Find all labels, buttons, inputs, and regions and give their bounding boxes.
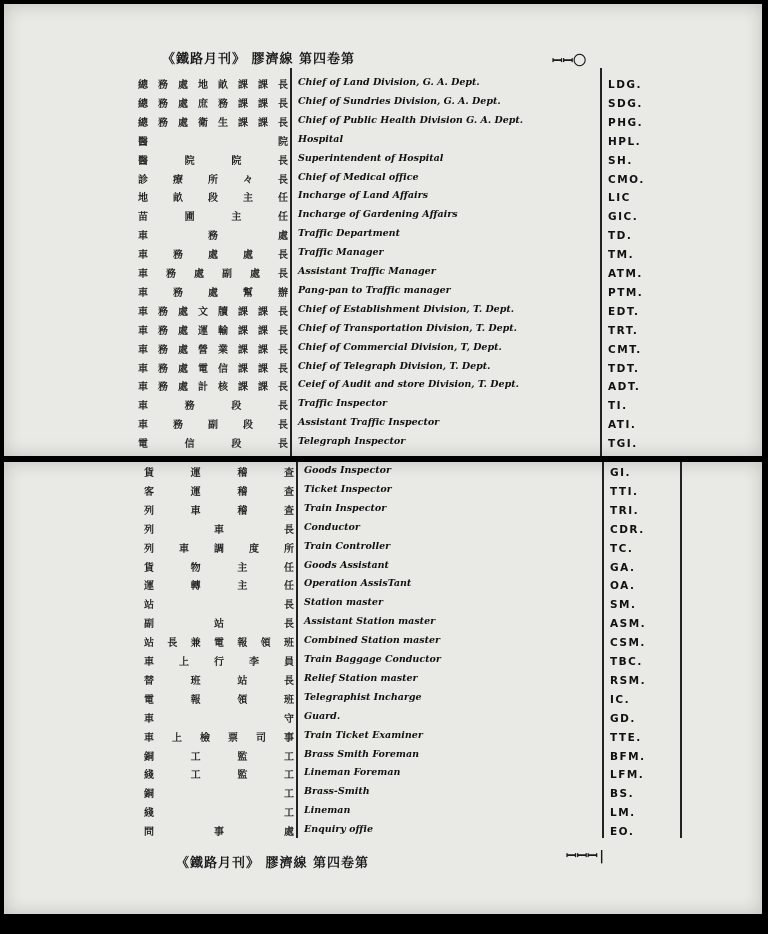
chinese-title: 車務處幫辦 — [138, 287, 288, 299]
table-row — [138, 301, 738, 320]
table-row — [138, 150, 738, 169]
chinese-title: 車務處營業課課長 — [138, 344, 288, 356]
top-page — [4, 4, 762, 456]
english-title: Chief of Medical office — [298, 171, 419, 183]
chinese-title: 列車調度所 — [144, 543, 294, 555]
english-title: Chief of Public Health Division G. A. Dept. — [298, 114, 524, 126]
chinese-title: 列車長 — [144, 524, 294, 536]
abbreviation: TDT. — [608, 362, 640, 375]
english-title: Train Ticket Examiner — [304, 729, 423, 741]
chinese-title: 副站長 — [144, 619, 294, 631]
abbreviation: RSM. — [610, 674, 647, 687]
english-title: Ceief of Audit and store Division, T. Dept. — [298, 379, 519, 391]
table-row — [138, 376, 738, 395]
chinese-title: 綫工 — [144, 808, 294, 820]
english-title: Chief of Establishment Division, T. Dept. — [298, 303, 515, 315]
english-title: Chief of Telegraph Division, T. Dept. — [298, 360, 491, 372]
english-title: Assistant Traffic Inspector — [298, 417, 440, 429]
abbreviation: ADT. — [608, 381, 641, 394]
english-title: Goods Assistant — [304, 559, 389, 571]
english-title: Assistant Station master — [304, 616, 436, 628]
abbreviation: BS. — [610, 788, 635, 801]
english-title: Train Controller — [304, 540, 391, 552]
chinese-title: 列車稽查 — [144, 505, 294, 517]
table-row — [138, 93, 738, 112]
table-row — [138, 169, 738, 188]
table-row — [144, 575, 744, 594]
abbreviation: CMO. — [608, 173, 645, 186]
english-title: Telegraph Inspector — [298, 436, 406, 448]
english-title: Chief of Commercial Division, T, Dept. — [298, 341, 502, 353]
chinese-title: 總務處庶務課課長 — [138, 98, 288, 110]
english-title: Ticket Inspector — [304, 483, 392, 495]
chinese-title: 車上行李員 — [144, 657, 294, 668]
english-title: Relief Station master — [304, 672, 418, 684]
table-row — [138, 339, 738, 358]
abbreviation: TRI. — [610, 504, 640, 517]
english-title: Incharge of Land Affairs — [298, 190, 428, 202]
english-title: Traffic Department — [298, 228, 400, 240]
abbreviation: TTE. — [610, 731, 642, 744]
table-row — [138, 263, 738, 282]
english-title: Train Baggage Conductor — [304, 654, 441, 665]
chinese-title: 電報領班 — [144, 694, 294, 706]
table-row — [138, 225, 738, 244]
abbreviation: BFM. — [610, 750, 646, 763]
table-row — [144, 594, 744, 613]
abbreviation: TC. — [610, 542, 634, 555]
abbreviation: LM. — [610, 807, 636, 820]
english-title: Lineman Foreman — [304, 767, 401, 779]
chinese-title: 車務處副處長 — [138, 269, 288, 280]
bottom-page — [4, 462, 762, 914]
table-row — [138, 395, 738, 414]
table-row — [144, 519, 744, 538]
chinese-title: 車務副段長 — [138, 420, 288, 432]
abbreviation: GI. — [610, 467, 632, 479]
table-row — [144, 708, 744, 727]
page-number: ꟷꟷ〇 — [552, 54, 587, 69]
chinese-title: 問事處 — [144, 827, 294, 839]
english-title: Station master — [304, 597, 383, 609]
english-title: Guard. — [304, 710, 341, 722]
chinese-title: 車守 — [144, 713, 294, 725]
chinese-title: 車務處電信課課長 — [138, 363, 288, 375]
english-title: Conductor — [304, 521, 360, 533]
abbreviation: IC. — [610, 693, 631, 706]
chinese-title: 替班站長 — [144, 675, 294, 687]
chinese-title: 站長兼電報領班 — [144, 638, 294, 650]
chinese-title: 車務處 — [138, 231, 288, 243]
abbreviation: ATI. — [608, 419, 637, 432]
english-title: Goods Inspector — [304, 465, 391, 476]
english-title: Hospital — [298, 133, 344, 145]
abbreviation: TD. — [608, 230, 633, 243]
abbreviation: PHG. — [608, 116, 644, 129]
table-row — [144, 783, 744, 802]
abbreviation: GIC. — [608, 211, 639, 224]
english-title: Combined Station master — [304, 635, 441, 647]
chinese-title: 車務處運輸課課長 — [138, 325, 288, 337]
abbreviation: EO. — [610, 826, 635, 839]
chinese-title: 站長 — [144, 600, 294, 612]
abbreviation: SH. — [608, 154, 633, 167]
chinese-title: 綫工監工 — [144, 770, 294, 782]
table-row — [144, 500, 744, 519]
abbreviation: HPL. — [608, 135, 642, 148]
english-title: Superintendent of Hospital — [298, 152, 444, 164]
page-number: ꟷꟷꟷ| — [566, 849, 606, 864]
english-title: Brass Smith Foreman — [304, 748, 420, 760]
abbreviation: TBC. — [610, 656, 643, 668]
english-title: Traffic Inspector — [298, 398, 387, 410]
english-title: Train Inspector — [304, 502, 387, 514]
table-row — [138, 358, 738, 377]
chinese-title: 銅工監工 — [144, 751, 294, 763]
table-row — [144, 689, 744, 708]
chinese-title: 總務處地畝課課長 — [138, 80, 288, 91]
abbreviation: GA. — [610, 561, 636, 574]
english-title: Operation AssisTant — [304, 578, 412, 590]
english-title: Lineman — [304, 805, 351, 817]
english-title: Assistant Traffic Manager — [298, 266, 436, 277]
abbreviation: TTI. — [610, 485, 639, 498]
chinese-title: 車務處處長 — [138, 250, 288, 262]
chinese-title: 車上檢票司事 — [144, 732, 294, 744]
chinese-title: 地畝段主任 — [138, 193, 288, 205]
table-row — [138, 244, 738, 263]
abbreviation: LIC — [608, 192, 631, 205]
chinese-title: 貨物主任 — [144, 562, 294, 574]
table-row — [138, 131, 738, 150]
page-header: 《鐵路月刊》 膠濟線 第四卷第 — [176, 856, 370, 871]
english-title: Enquiry offie — [304, 824, 373, 836]
abbreviation: ATM. — [608, 268, 643, 280]
abbreviation: TRT. — [608, 324, 639, 337]
table-row — [138, 433, 738, 452]
chinese-title: 車務處文牘課課長 — [138, 306, 288, 318]
abbreviation: CMT. — [608, 343, 642, 356]
abbreviation: CSM. — [610, 637, 646, 650]
table-row — [144, 802, 744, 821]
abbreviation: ASM. — [610, 618, 647, 631]
abbreviation: LFM. — [610, 769, 645, 782]
abbreviation: CDR. — [610, 523, 645, 536]
abbreviation: TM. — [608, 249, 635, 262]
english-title: Chief of Sundries Division, G. A. Dept. — [298, 95, 501, 107]
table-row — [138, 414, 738, 433]
english-title: Telegraphist Incharge — [304, 691, 422, 703]
abbreviation: OA. — [610, 580, 636, 593]
table-row — [144, 746, 744, 765]
table-row — [138, 282, 738, 301]
table-row — [144, 557, 744, 576]
english-title: Traffic Manager — [298, 247, 384, 259]
chinese-title: 診療所々長 — [138, 174, 288, 186]
english-title: Chief of Transportation Division, T. Dept. — [298, 322, 517, 334]
table-row — [138, 112, 738, 131]
chinese-title: 車務段長 — [138, 401, 288, 413]
abbreviation: TGI. — [608, 438, 638, 451]
chinese-title: 苗圃主任 — [138, 212, 288, 224]
table-row — [144, 462, 744, 481]
table-row — [138, 187, 738, 206]
table-row — [144, 821, 744, 840]
table-row — [144, 538, 744, 557]
table-row — [138, 74, 738, 93]
table-row — [144, 651, 744, 670]
english-title: Brass-Smith — [304, 786, 370, 798]
english-title: Incharge of Gardening Affairs — [298, 209, 458, 221]
table-row — [144, 670, 744, 689]
table-row — [144, 632, 744, 651]
table-row — [144, 727, 744, 746]
chinese-title: 醫院 — [138, 136, 288, 148]
english-title: Pang-pan to Traffic manager — [298, 284, 451, 296]
abbreviation: SM. — [610, 599, 637, 612]
table-row — [138, 206, 738, 225]
abbreviation: SDG. — [608, 97, 643, 110]
table-row — [138, 320, 738, 339]
chinese-title: 醫院院長 — [138, 155, 288, 167]
abbreviation: EDT. — [608, 305, 640, 318]
chinese-title: 運轉主任 — [144, 581, 294, 593]
abbreviation: PTM. — [608, 286, 644, 299]
chinese-title: 客運稽查 — [144, 486, 294, 498]
abbreviation: LDG. — [608, 79, 643, 91]
abbreviation: TI. — [608, 400, 628, 413]
chinese-title: 電信段長 — [138, 439, 288, 451]
chinese-title: 車務處計核課課長 — [138, 382, 288, 394]
abbreviation: GD. — [610, 712, 636, 725]
page-header: 《鐵路月刊》 膠濟線 第四卷第 — [162, 52, 356, 67]
table-row — [144, 481, 744, 500]
chinese-title: 貨運稽查 — [144, 468, 294, 479]
table-row — [144, 613, 744, 632]
chinese-title: 總務處衛生課課長 — [138, 117, 288, 129]
english-title: Chief of Land Division, G. A. Dept. — [298, 77, 480, 88]
chinese-title: 銅工 — [144, 789, 294, 801]
table-row — [144, 764, 744, 783]
